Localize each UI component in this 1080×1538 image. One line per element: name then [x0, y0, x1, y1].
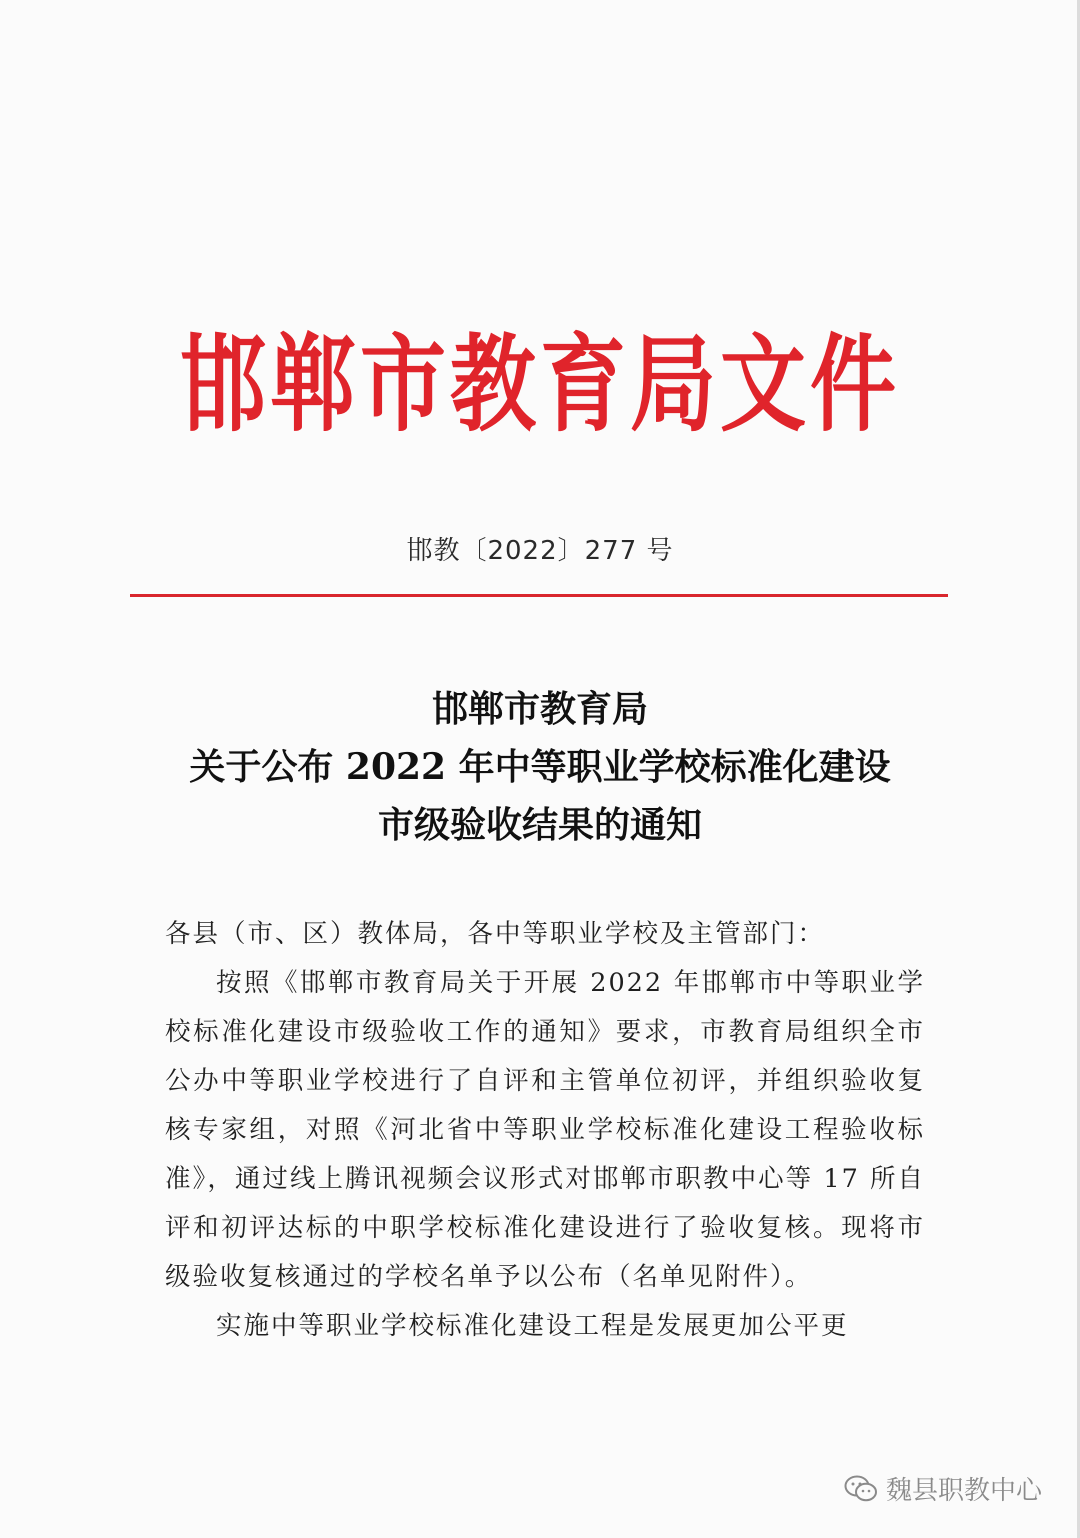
document-number: 邯教〔2022〕277 号	[406, 536, 674, 566]
paragraph-1: 按照《邯郸市教育局关于开展 2022 年邯郸市中等职业学校标准化建设市级验收工作的通知》要求，市教育局组织全市公办中等职业学校进行了自评和主管单位初评，并组织验收复核专家组，对照《河北省中等职业学校标准化建设工程验收标准》，通过线上腾讯视频会议形式对邯郸市职教中心等 17 所自评和初评达标的中职学校标准化建设进行了验收复核。现将市级验收复核通过的学校名单予以公布（名单见附件）。	[165, 968, 925, 1292]
paragraph-2: 实施中等职业学校标准化建设工程是发展更加公平更	[216, 1311, 849, 1341]
title-line-3: 市级验收结果的通知	[377, 804, 702, 846]
notice-title	[0, 680, 1080, 854]
watermark-text: 魏县职教中心	[885, 1476, 1042, 1506]
watermark	[844, 1470, 1042, 1507]
masthead-title: 邯郸市教育局文件	[180, 323, 900, 447]
salutation: 各县（市、区）教体局，各中等职业学校及主管部门：	[165, 919, 826, 949]
wechat-icon	[844, 1475, 878, 1503]
title-line-2: 关于公布 2022 年中等职业学校标准化建设	[189, 746, 891, 788]
title-line-1: 邯郸市教育局	[431, 688, 648, 730]
red-divider	[130, 594, 948, 597]
notice-body	[165, 910, 925, 1351]
